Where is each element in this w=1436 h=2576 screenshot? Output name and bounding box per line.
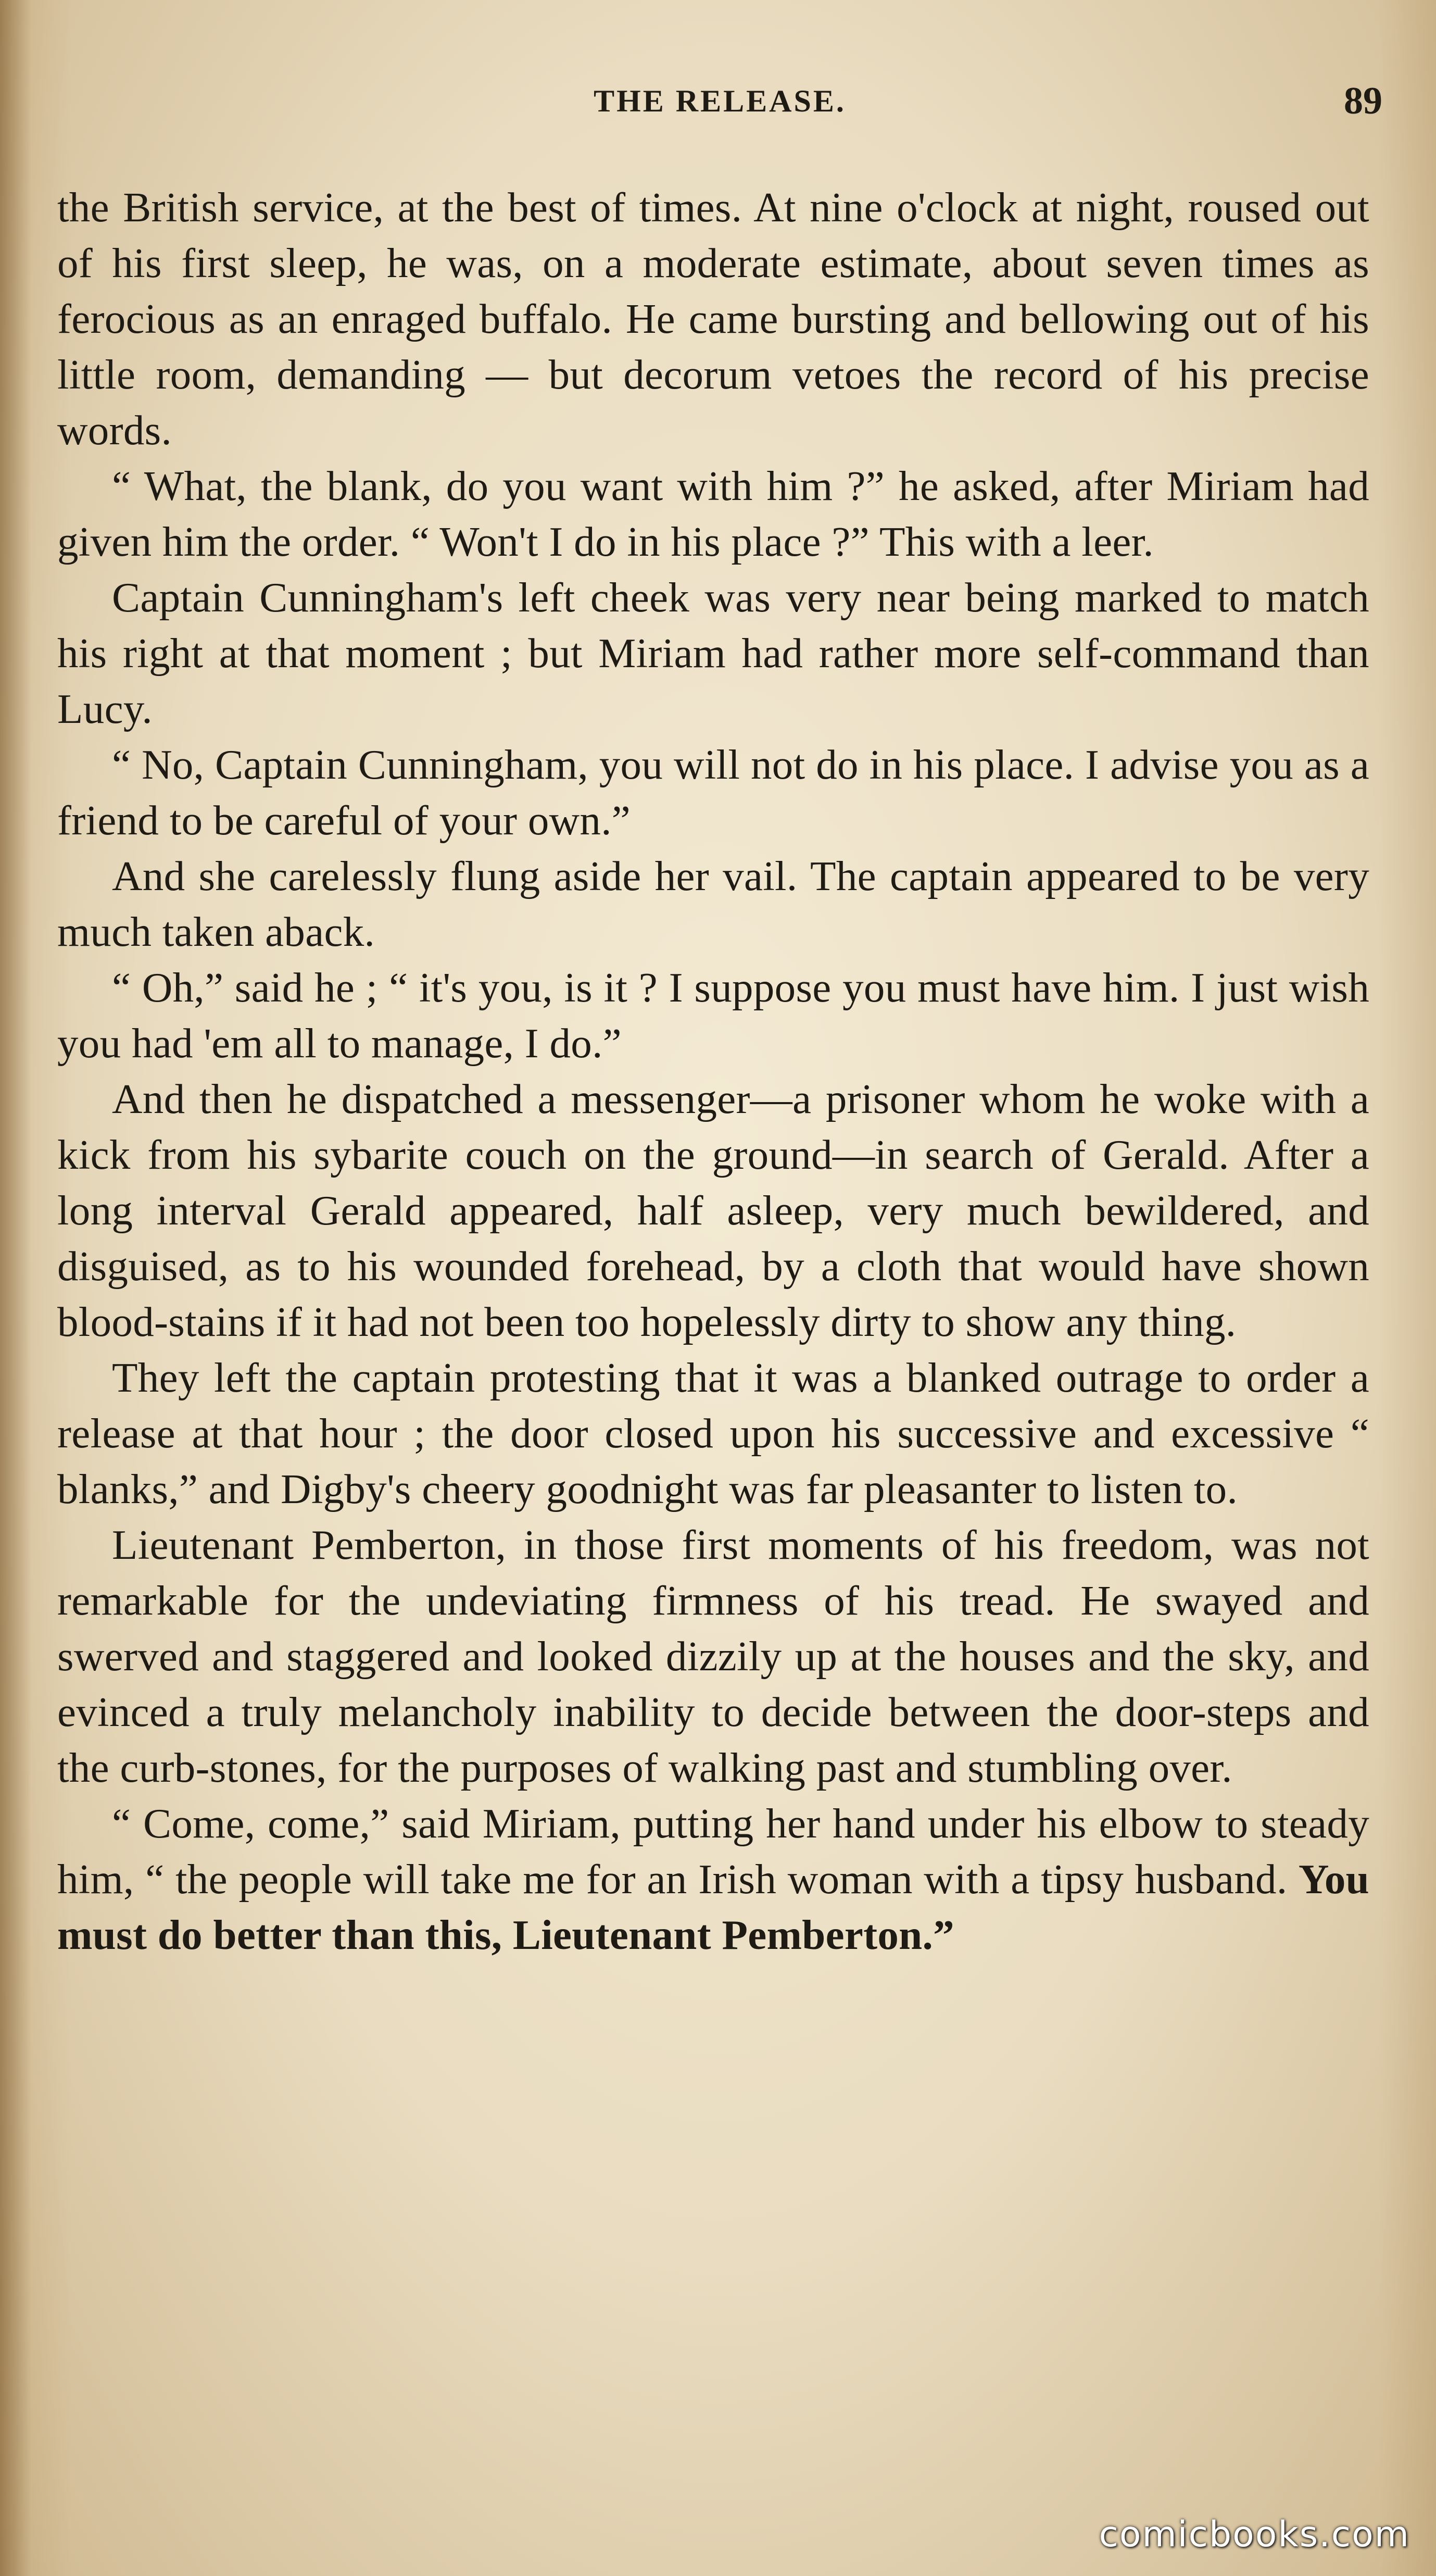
paragraph: And she carelessly flung aside her vail. The captain appeared to be very much taken aback.: [57, 853, 1369, 955]
final-paragraph: [57, 1796, 1369, 1963]
paragraph: Lieutenant Pemberton, in those first moments of his freedom, was not remarkable for the undeviating firmness of his tread. He swayed and swerved and staggered and looked dizzily up at the houses and the sky, and evinced a truly melancholy inability to decide between the door-steps and the curb-stones, for the purposes of walking past and stumbling over.: [57, 1521, 1369, 1791]
body-text: [57, 180, 1369, 1963]
page-header: [57, 78, 1382, 135]
page-number: 89: [1344, 80, 1382, 122]
final-paragraph-bold-text: You must do better than this, Lieutenant Pemberton.”: [57, 1856, 1369, 1958]
paragraph: “ What, the blank, do you want with him ?” he asked, after Miriam had given him the order. “ Won't I do in his place ?” This with a leer.: [57, 462, 1369, 565]
paragraph: “ Oh,” said he ; “ it's you, is it ? I suppose you must have him. I just wish you had 'em all to manage, I do.”: [57, 964, 1369, 1067]
running-title: THE RELEASE.: [594, 84, 846, 118]
paragraph: Captain Cunningham's left cheek was very near being marked to match his right at that moment ; but Miriam had rather more self-command than Lucy.: [57, 574, 1369, 732]
final-paragraph-text: “ Come, come,” said Miriam, putting her hand under his elbow to steady him, “ the people will take me for an Irish woman with a tipsy husband.: [57, 1800, 1369, 1903]
page-edge-stain: [0, 0, 31, 2576]
paragraph: And then he dispatched a messenger—a prisoner whom he woke with a kick from his sybarite couch on the ground—in search of Gerald. After a long interval Gerald appeared, half asleep, very much bewildered, and disguised, as to his wounded forehead, by a cloth that would have shown blood-stains if it had not been too hopelessly dirty to show any thing.: [57, 1076, 1369, 1345]
watermark: comicbooks.com: [1099, 2514, 1410, 2555]
paragraph: “ No, Captain Cunningham, you will not do in his place. I advise you as a friend to be careful of your own.”: [57, 741, 1369, 844]
paragraph: They left the captain protesting that it was a blanked outrage to order a release at that hour ; the door closed upon his successive and excessive “ blanks,” and Digby's cheery goodnight was far pleasanter to listen to.: [57, 1354, 1369, 1512]
paragraph: the British service, at the best of times. At nine o'clock at night, roused out of his first sleep, he was, on a moderate estimate, about seven times as ferocious as an enraged buffalo. He came bursting and bellowing out of his little room, demanding — but decorum vetoes the record of his precise words.: [57, 184, 1369, 454]
